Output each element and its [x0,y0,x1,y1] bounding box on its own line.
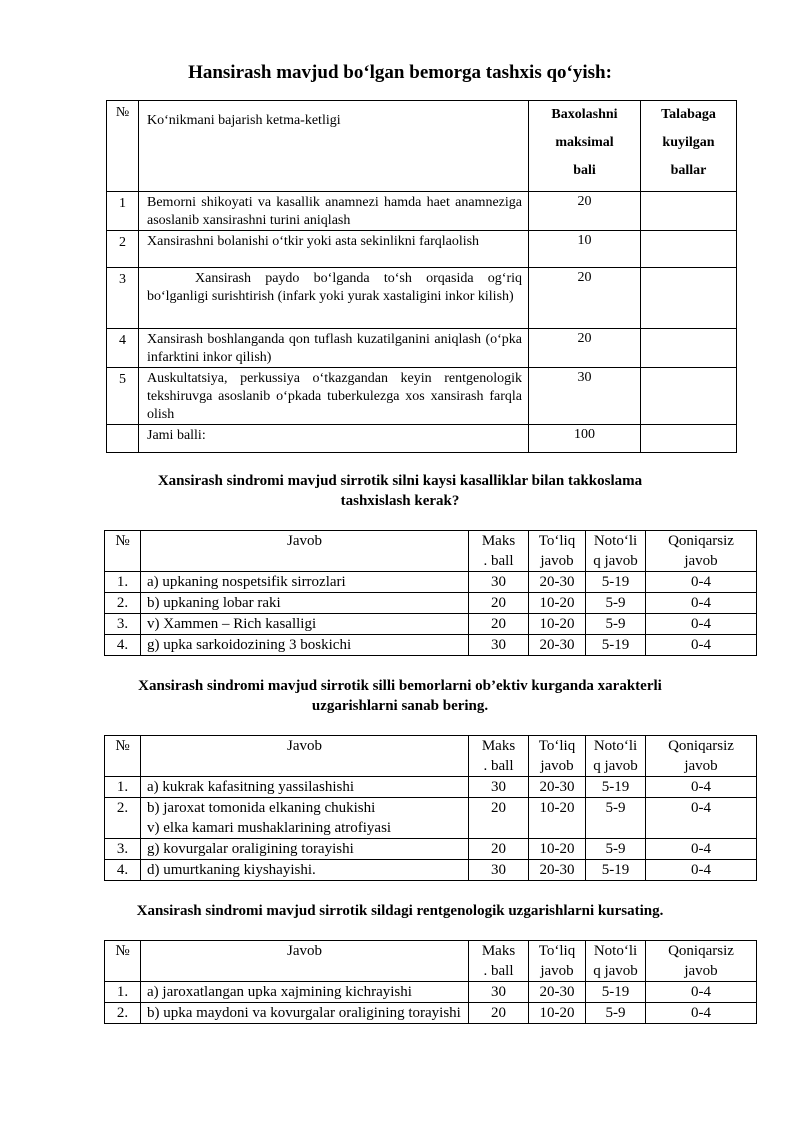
row-answer: g) upka sarkoidozining 3 boskichi [141,635,469,656]
row-full: 20-30 [529,860,586,881]
row-num: 4 [107,329,139,368]
header-num: № [107,101,139,192]
row-num: 1. [105,982,141,1003]
header-unsat: Qoniqarsiz javob [646,941,757,982]
row-partial: 5-9 [586,1003,646,1024]
row-score: 30 [529,368,641,425]
table-row [105,1003,757,1024]
row-partial: 5-9 [586,798,646,839]
table-row [107,368,737,425]
answers-header-row [105,941,757,982]
row-max: 30 [469,572,529,593]
row-partial: 5-9 [586,593,646,614]
row-given [641,368,737,425]
row-num: 5 [107,368,139,425]
table-row [105,777,757,798]
header-partial: Noto‘li q javob [586,531,646,572]
answers-table [104,940,757,1024]
row-num: 1. [105,572,141,593]
row-task: Bemorni shikoyati va kasallik anamnezi hamda haet anamneziga asoslanib xansirashni turini aniqlash [139,192,529,231]
header-num: № [105,941,141,982]
row-answer: a) upkaning nospetsifik sirrozlari [141,572,469,593]
row-num: 3 [107,268,139,329]
page-title: Hansirash mavjud bo‘lgan bemorga tashxis qo‘yish: [188,62,612,83]
skills-header-row [107,101,737,192]
header-num: № [105,531,141,572]
row-max: 30 [469,982,529,1003]
row-full: 20-30 [529,777,586,798]
row-answer: a) kukrak kafasitning yassilashishi [141,777,469,798]
row-max: 30 [469,635,529,656]
row-unsat: 0-4 [646,572,757,593]
row-unsat: 0-4 [646,982,757,1003]
header-unsat: Qoniqarsiz javob [646,531,757,572]
answers-header-row [105,736,757,777]
row-partial: 5-9 [586,614,646,635]
row-full: 20-30 [529,982,586,1003]
row-unsat: 0-4 [646,614,757,635]
section-title: Xansirash sindromi mavjud sirrotik silni kaysi kasalliklar bilan takkoslama tashxislash kerak? [157,473,643,509]
header-given-score: Talabaga kuyilgan ballar [641,101,737,192]
header-full: To‘liq javob [529,736,586,777]
answers-table [104,530,757,656]
row-full: 10-20 [529,593,586,614]
row-max: 20 [469,839,529,860]
table-row [105,798,757,839]
table-row [105,982,757,1003]
row-unsat: 0-4 [646,635,757,656]
header-partial: Noto‘li q javob [586,941,646,982]
row-answer: b) upkaning lobar raki [141,593,469,614]
row-full: 10-20 [529,798,586,839]
row-partial: 5-19 [586,982,646,1003]
row-answer: a) jaroxatlangan upka xajmining kichrayishi [141,982,469,1003]
row-task: Auskultatsiya, perkussiya o‘tkazgandan keyin rentgenologik tekshiruvga asoslanib o‘pkada tuberkulezga xos xansirash farqla olish [139,368,529,425]
row-given [641,231,737,268]
row-given [641,329,737,368]
row-full: 20-30 [529,635,586,656]
header-full: To‘liq javob [529,941,586,982]
header-max: Maks . ball [469,941,529,982]
row-max: 20 [469,614,529,635]
row-task: Xansirash boshlanganda qon tuflash kuzatilganini aniqlash (o‘pka infarktini inkor qilish) [139,329,529,368]
row-num: 2. [105,593,141,614]
row-num: 4. [105,635,141,656]
table-row [105,635,757,656]
row-num: 4. [105,860,141,881]
total-score: 100 [529,425,641,453]
row-max: 30 [469,777,529,798]
header-full: To‘liq javob [529,531,586,572]
row-max: 20 [469,798,529,839]
header-max: Maks . ball [469,736,529,777]
row-full: 10-20 [529,1003,586,1024]
row-unsat: 0-4 [646,777,757,798]
row-score: 10 [529,231,641,268]
table-row [105,572,757,593]
row-num: 2. [105,798,141,839]
total-row [107,425,737,453]
row-answer: g) kovurgalar oraligining torayishi [141,839,469,860]
table-row [105,839,757,860]
header-unsat: Qoniqarsiz javob [646,736,757,777]
row-given [641,268,737,329]
row-num: 1 [107,192,139,231]
section-title: Xansirash sindromi mavjud sirrotik silli bemorlarni ob’ektiv kurganda xarakterli uzgarishlarni sanab bering. [138,678,662,714]
header-num: № [105,736,141,777]
header-max: Maks . ball [469,531,529,572]
row-num: 2 [107,231,139,268]
row-answer: b) upka maydoni va kovurgalar oraligining torayishi [141,1003,469,1024]
row-task: Xansirashni bolanishi o‘tkir yoki asta sekinlikni farqlaolish [139,231,529,268]
row-answer: d) umurtkaning kiyshayishi. [141,860,469,881]
row-score: 20 [529,192,641,231]
table-row [107,268,737,329]
table-row [107,231,737,268]
row-given [641,192,737,231]
answers-header-row [105,531,757,572]
row-partial: 5-19 [586,635,646,656]
row-max: 30 [469,860,529,881]
table-row [107,192,737,231]
row-answer: b) jaroxat tomonida elkaning chukishi v) elka kamari mushaklarining atrofiyasi [141,798,469,839]
header-answer: Javob [141,531,469,572]
row-max: 20 [469,593,529,614]
row-partial: 5-19 [586,572,646,593]
row-full: 20-30 [529,572,586,593]
row-score: 20 [529,268,641,329]
section-title: Xansirash sindromi mavjud sirrotik sildagi rentgenologik uzgarishlarni kursating. [136,903,664,919]
total-num [107,425,139,453]
header-task: Ko‘nikmani bajarish ketma-ketligi [139,101,529,192]
row-partial: 5-19 [586,860,646,881]
row-unsat: 0-4 [646,1003,757,1024]
row-num: 3. [105,839,141,860]
row-num: 2. [105,1003,141,1024]
row-unsat: 0-4 [646,593,757,614]
row-full: 10-20 [529,614,586,635]
header-partial: Noto‘li q javob [586,736,646,777]
row-answer: v) Xammen – Rich kasalligi [141,614,469,635]
header-answer: Javob [141,941,469,982]
row-partial: 5-9 [586,839,646,860]
row-unsat: 0-4 [646,798,757,839]
row-num: 3. [105,614,141,635]
header-max-score: Baxolashni maksimal bali [529,101,641,192]
row-unsat: 0-4 [646,860,757,881]
row-task: Xansirash paydo bo‘lganda to‘sh orqasida og‘riq bo‘lganligi surishtirish (infark yoki yurak xastaligini inkor kilish) [139,268,529,329]
skills-table [106,100,737,453]
answers-table [104,735,757,881]
row-partial: 5-19 [586,777,646,798]
table-row [105,860,757,881]
row-unsat: 0-4 [646,839,757,860]
row-score: 20 [529,329,641,368]
table-row [107,329,737,368]
row-full: 10-20 [529,839,586,860]
row-max: 20 [469,1003,529,1024]
table-row [105,593,757,614]
total-label: Jami balli: [139,425,529,453]
row-num: 1. [105,777,141,798]
table-row [105,614,757,635]
header-answer: Javob [141,736,469,777]
total-given [641,425,737,453]
